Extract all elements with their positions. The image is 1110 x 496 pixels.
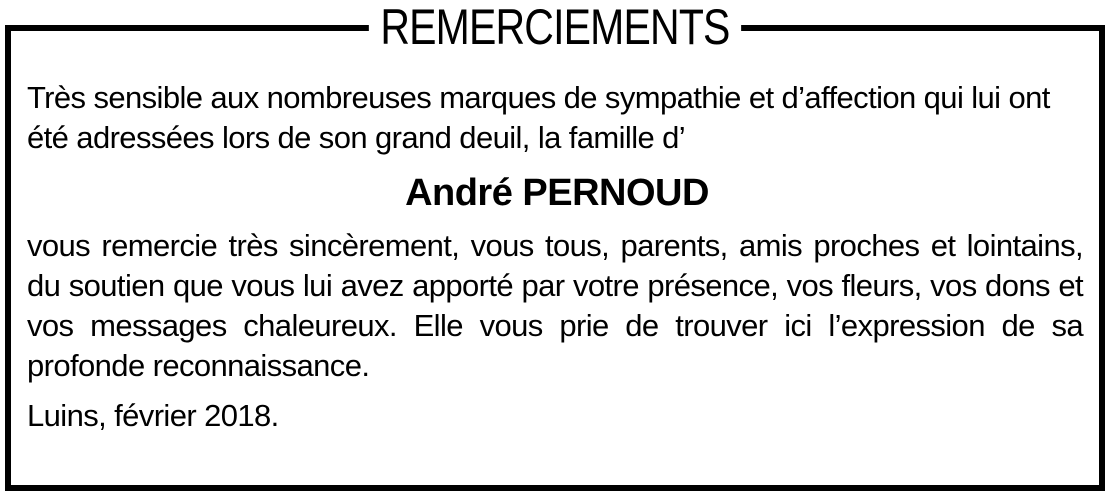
place-date: Luins, février 2018. — [27, 398, 279, 433]
intro-paragraph: Très sensible aux nombreuses marques de sympathie et d’affection qui lui ont été adressées lors de son grand deuil, la famille d’ — [27, 80, 1050, 155]
deceased-name: André PERNOUD — [405, 172, 709, 214]
notice-heading: REMERCIEMENTS — [369, 2, 741, 56]
thanks-paragraph: vous remercie très sincèrement, vous tous, parents, amis proches et lointains, du soutien que vous lui avez apporté par votre présence, vos fleurs, vos dons et vos messages chaleureux. Elle vous prie de trouver ici l’expression de sa profonde reconnaissance. — [27, 228, 1083, 383]
notice-content — [27, 78, 1087, 436]
